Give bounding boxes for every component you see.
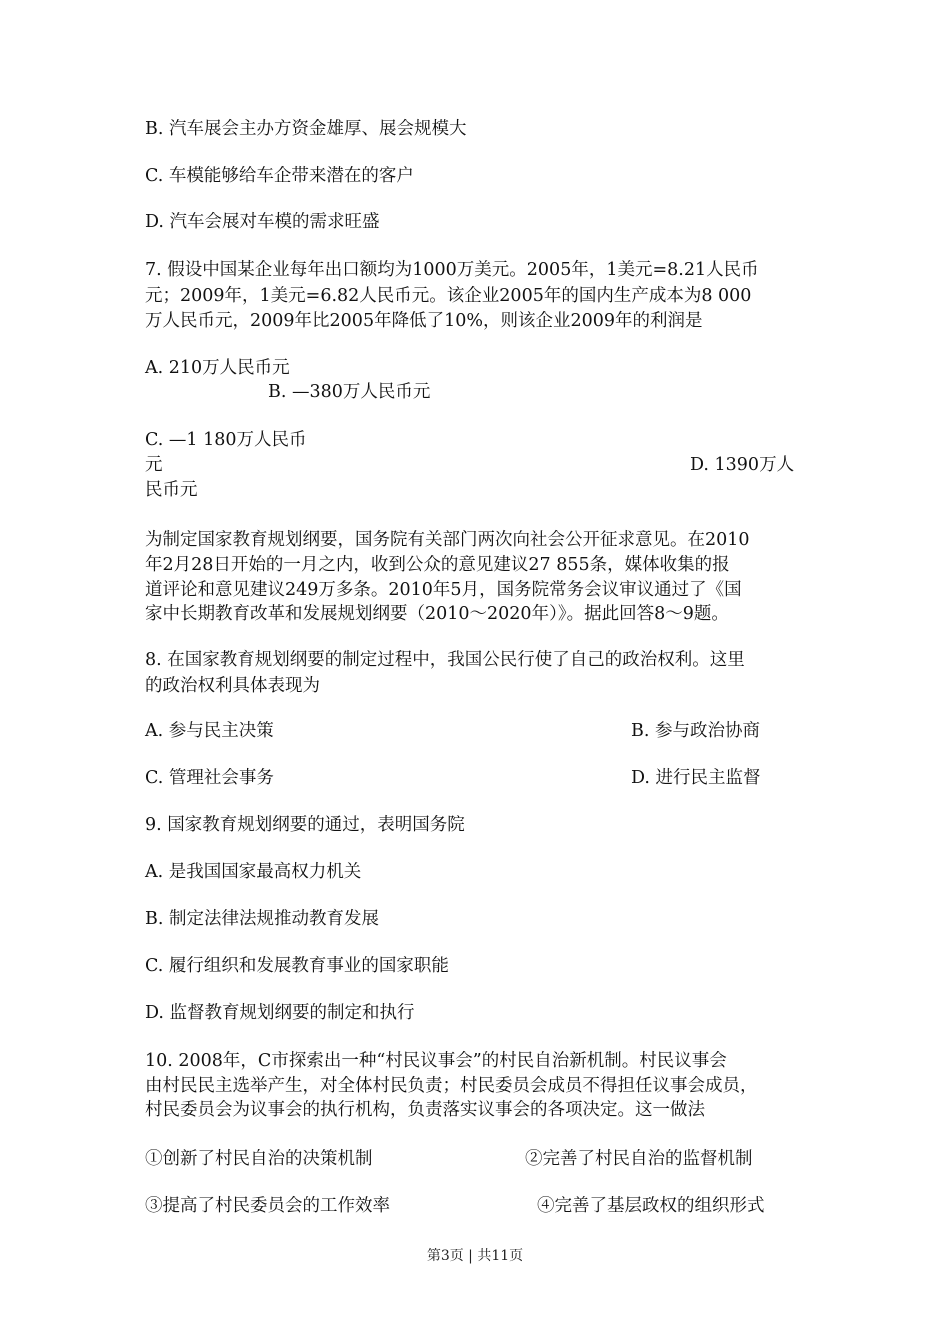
q9-option-c: C. 履行组织和发展教育事业的国家职能 xyxy=(145,956,449,976)
q9-stem: 9. 国家教育规划纲要的通过，表明国务院 xyxy=(145,815,465,835)
passage-line: 为制定国家教育规划纲要，国务院有关部门两次向社会公开征求意见。在2010 xyxy=(145,530,750,550)
page-footer: 第3页 | 共11页 xyxy=(426,1248,524,1264)
q10-option-2: ②完善了村民自治的监督机制 xyxy=(525,1149,753,1169)
q10-stem-line: 由村民民主选举产生，对全体村民负责；村民委员会成员不得担任议事会成员， xyxy=(145,1076,758,1096)
q6-option-b: B. 汽车展会主办方资金雄厚、展会规模大 xyxy=(145,119,467,139)
q6-option-c: C. 车模能够给车企带来潜在的客户 xyxy=(145,166,414,186)
q8-option-a: A. 参与民主决策 xyxy=(145,721,274,741)
passage-line: 道评论和意见建议249万多条。2010年5月，国务院常务会议审议通过了《国 xyxy=(145,580,742,600)
q10-option-3: ③提高了村民委员会的工作效率 xyxy=(145,1196,390,1216)
q7-stem-line: 7. 假设中国某企业每年出口额均为1000万美元。2005年，1美元=8.21人民币 xyxy=(145,260,759,280)
q7-stem-line: 万人民币元，2009年比2005年降低了10%，则该企业2009年的利润是 xyxy=(145,311,703,331)
q7-option-b: B. —380万人民币元 xyxy=(268,382,431,402)
q10-option-1: ①创新了村民自治的决策机制 xyxy=(145,1149,373,1169)
q9-option-a: A. 是我国国家最高权力机关 xyxy=(145,862,362,882)
q7-option-d: D. 1390万人 xyxy=(690,455,795,475)
passage-line: 家中长期教育改革和发展规划纲要（2010～2020年）》。据此回答8～9题。 xyxy=(145,604,729,624)
q10-stem-line: 10. 2008年，C市探索出一种“村民议事会”的村民自治新机制。村民议事会 xyxy=(145,1051,727,1071)
q8-stem-line: 的政治权利具体表现为 xyxy=(145,676,320,696)
q8-option-c: C. 管理社会事务 xyxy=(145,768,274,788)
q10-option-4: ④完善了基层政权的组织形式 xyxy=(537,1196,765,1216)
passage-line: 年2月28日开始的一月之内，收到公众的意见建议27 855条，媒体收集的报 xyxy=(145,555,730,575)
q9-option-d: D. 监督教育规划纲要的制定和执行 xyxy=(145,1003,415,1023)
q7-option-c: C. —1 180万人民币 xyxy=(145,430,307,450)
q8-option-d: D. 进行民主监督 xyxy=(631,768,761,788)
q8-option-b: B. 参与政治协商 xyxy=(631,721,760,741)
q8-stem-line: 8. 在国家教育规划纲要的制定过程中，我国公民行使了自己的政治权利。这里 xyxy=(145,650,745,670)
q7-option-c-cont: 元 xyxy=(145,455,163,475)
q10-stem-line: 村民委员会为议事会的执行机构，负责落实议事会的各项决定。这一做法 xyxy=(145,1100,705,1120)
q6-option-d: D. 汽车会展对车模的需求旺盛 xyxy=(145,212,380,232)
q7-stem-line: 元；2009年，1美元=6.82人民币元。该企业2005年的国内生产成本为8 000 xyxy=(145,286,752,306)
q7-option-d-cont: 民币元 xyxy=(145,480,198,500)
q7-option-a: A. 210万人民币元 xyxy=(145,358,290,378)
q9-option-b: B. 制定法律法规推动教育发展 xyxy=(145,909,379,929)
